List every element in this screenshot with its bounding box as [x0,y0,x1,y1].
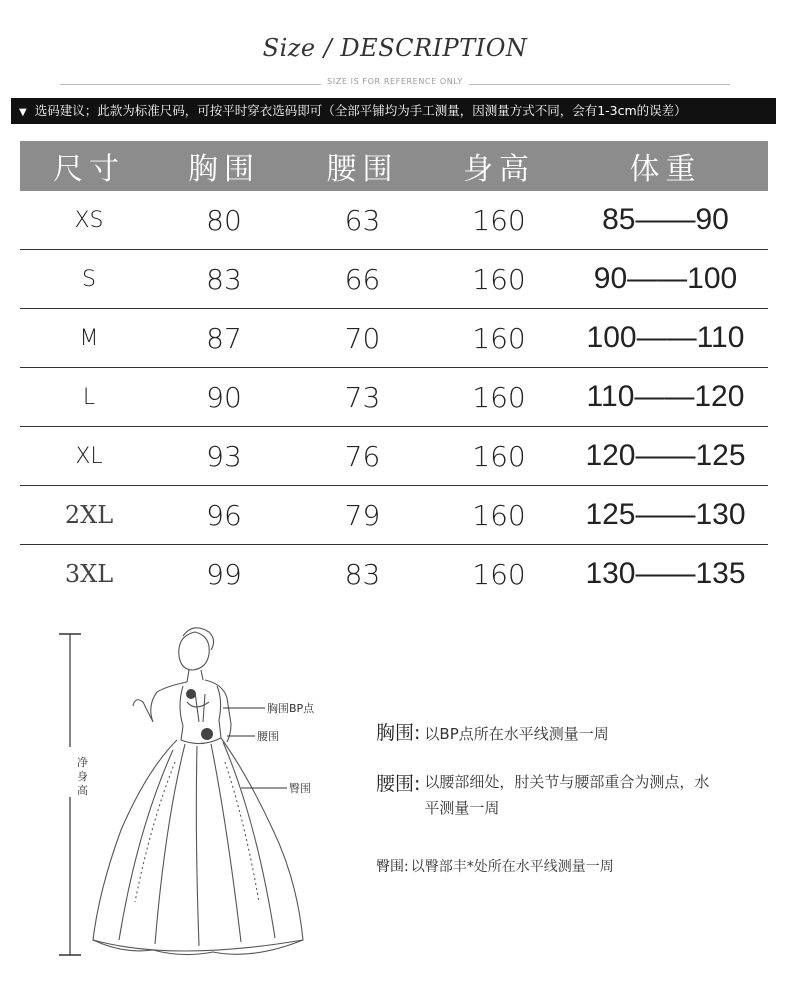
col-header-bust: 胸围 [158,141,290,191]
cell-size: 3XL [64,560,114,588]
col-header-height: 身高 [435,141,563,191]
triangle-down-icon: ▼ [19,107,27,118]
col-header-waist: 腰围 [290,141,435,191]
bp-label: 胸围BP点 [267,702,315,715]
cell-bust: 93 [158,427,290,486]
cell-weight: 130——135 [585,557,746,590]
cell-bust: 80 [158,191,290,250]
cell-waist: 66 [290,250,435,309]
cell-weight: 125——130 [563,486,768,545]
cell-height: 160 [435,250,563,309]
flower-accent [201,728,213,740]
cell-waist: 79 [290,486,435,545]
cell-height: 160 [435,191,563,250]
cell-bust: 90 [158,368,290,427]
cell-size: M [20,309,158,368]
gown-measurement-illustration [55,622,355,982]
cell-bust: 83 [158,250,290,309]
cell-size: 2XL [20,486,158,545]
note-waist-title: 腰围: [376,773,421,795]
table-header-row [20,141,768,191]
table-row [20,545,768,604]
cell-waist: 73 [290,368,435,427]
col-header-weight: 体重 [563,141,768,191]
size-table [20,141,768,603]
cell-weight: 90——100 [563,250,768,309]
flower-accent [186,689,196,699]
page-title: Size / DESCRIPTION [262,34,528,62]
subtitle: SIZE IS FOR REFERENCE ONLY [321,77,469,86]
cell-height: 160 [435,427,563,486]
table-row [20,486,768,545]
note-bust-title: 胸围: [376,722,421,744]
cell-size: S [20,250,158,309]
cell-size: L [20,368,158,427]
cell-weight: 120——125 [563,427,768,486]
cell-size: XL [20,427,158,486]
cell-height: 160 [435,309,563,368]
notice-text: 选码建议；此款为标准尺码，可按平时穿衣选码即可（全部平铺均为手工测量，因测量方式不同，会有1-3cm的误差） [34,103,687,118]
cell-height: 160 [472,557,526,591]
note-hip-title: 臀围: [376,859,409,875]
cell-weight: 110——120 [563,368,768,427]
notice-bar [11,98,776,124]
table-row [20,368,768,427]
cell-size: XS [20,191,158,250]
height-label-char: 身 [77,770,88,783]
cell-bust: 87 [158,309,290,368]
hip-label: 臀围 [289,782,311,795]
cell-weight: 100——110 [563,309,768,368]
waist-label: 腰围 [257,730,279,743]
col-header-size: 尺寸 [20,141,158,191]
note-hip-text: 以臀部丰*处所在水平线测量一周 [410,859,614,875]
cell-height: 160 [435,486,563,545]
cell-waist: 76 [290,427,435,486]
note-hip [376,856,614,876]
subtitle-rule [60,77,730,91]
note-waist-text: 以腰部细处，肘关节与腰部重合为测点，水平测量一周 [424,773,710,817]
cell-weight: 85——90 [563,191,768,250]
table-row [20,427,768,486]
figure-sketch [93,628,303,955]
cell-height: 160 [435,368,563,427]
table-row [20,250,768,309]
height-label-char: 净 [77,756,88,769]
height-label-char: 高 [77,784,88,797]
note-waist [376,769,736,821]
table-row [20,191,768,250]
cell-waist: 63 [290,191,435,250]
note-bust-text: 以BP点所在水平线测量一周 [424,725,609,743]
cell-waist: 83 [344,557,381,591]
cell-waist: 70 [290,309,435,368]
cell-bust: 96 [158,486,290,545]
cell-bust: 99 [206,557,242,591]
note-bust [376,718,609,745]
table-row [20,309,768,368]
